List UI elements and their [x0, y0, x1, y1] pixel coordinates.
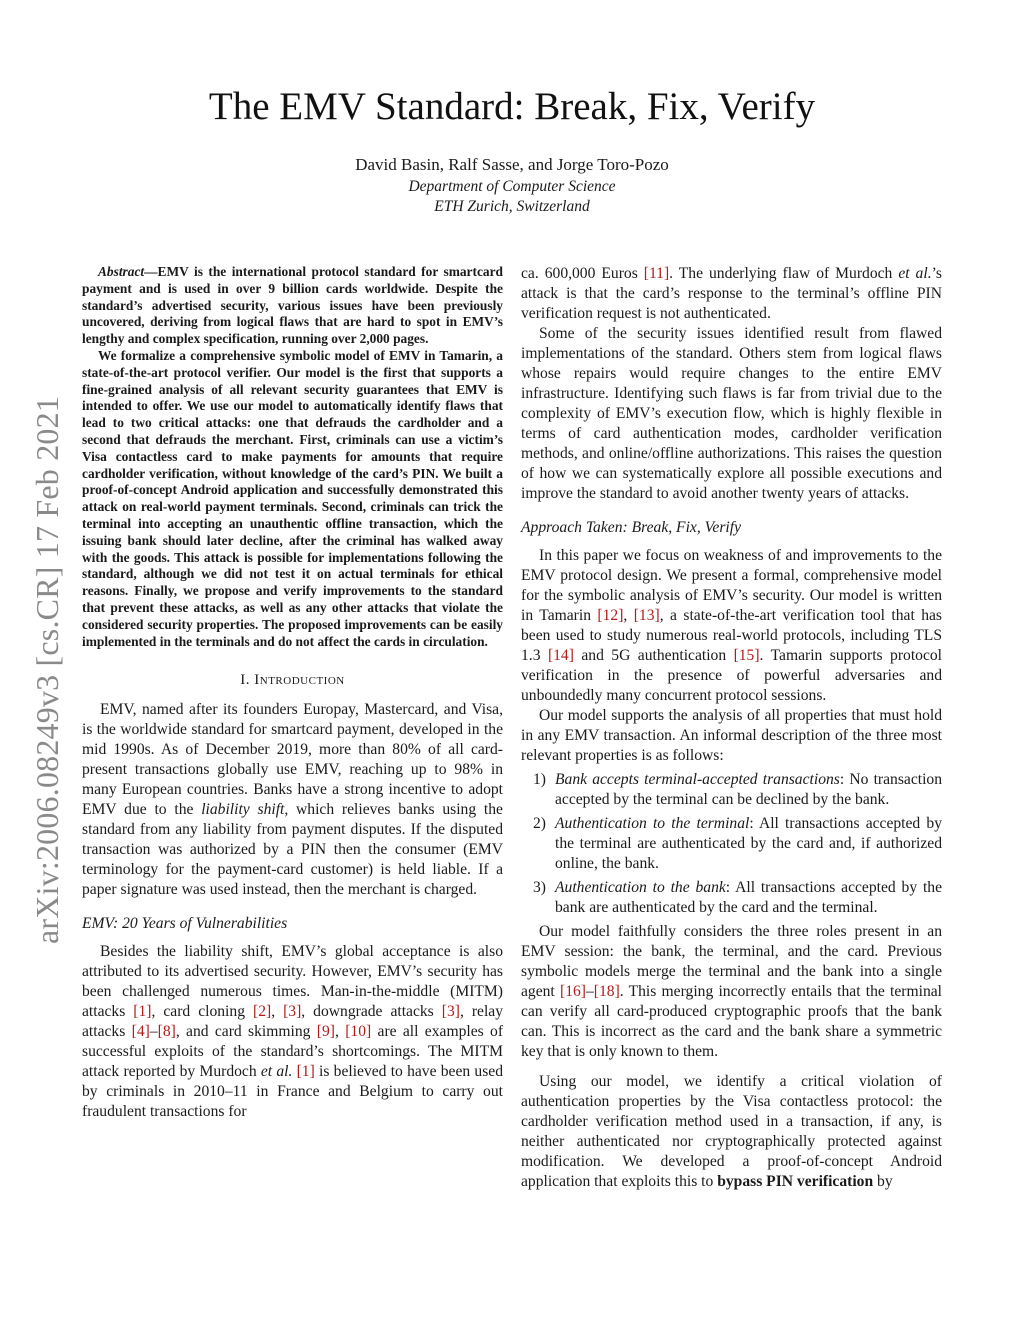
- abstract: [82, 264, 503, 650]
- citation-link[interactable]: [16]: [560, 983, 586, 1000]
- properties-intro-paragraph: Our model supports the analysis of all properties that must hold in any EMV transaction. An informal description of the three most relevant properties is as follows:: [521, 707, 942, 764]
- paper-title: The EMV Standard: Break, Fix, Verify: [208, 85, 816, 128]
- liability-shift-term: liability shift: [201, 801, 285, 819]
- intro-text-b: , which relieves banks using the standard from any liability from payment disputes. If the disputed transaction was authorized by a PIN then the consumer (EMV terminology for the payment-card customer) is held liable. If a paper signature was used instead, then the merchant is charged.: [82, 801, 503, 899]
- right-column: [521, 264, 942, 1192]
- approach-paragraph: [521, 546, 942, 706]
- property-description: : All transactions accepted by the terminal are authenticated by the card and, if authorized online, the bank.: [555, 815, 942, 872]
- property-name: Authentication to the terminal: [555, 815, 750, 832]
- citation-link[interactable]: [1]: [296, 1063, 315, 1081]
- model-roles-paragraph: [521, 922, 942, 1062]
- citation-link[interactable]: [14]: [547, 647, 574, 664]
- roles-text: –: [585, 983, 594, 1000]
- section-heading-introduction: I. Introduction: [240, 672, 345, 689]
- cont-text: . The underlying flaw of Murdoch: [669, 265, 899, 282]
- list-item-number: 1): [533, 771, 546, 788]
- vuln-text: , and card skimming: [175, 1023, 317, 1041]
- citation-link[interactable]: [12]: [597, 607, 624, 624]
- property-name: Bank accepts terminal-accepted transactions: [555, 771, 840, 788]
- citation-link[interactable]: [1]: [133, 1003, 152, 1021]
- approach-text: , a state-of-the-art verification tool that has been used to study numerous real-world protocols, including TLS 1.3: [521, 607, 943, 664]
- subsection-heading-vulnerabilities: EMV: 20 Years of Vulnerabilities: [82, 915, 288, 933]
- et-al-term: et al.: [898, 265, 932, 282]
- citation-link[interactable]: [15]: [733, 647, 760, 664]
- property-name: Authentication to the bank: [555, 879, 726, 896]
- citation-link[interactable]: [18]: [593, 983, 620, 1000]
- vuln-text: ,: [334, 1023, 346, 1041]
- roles-text: Our model faithfully considers the three roles present in an EMV session: the bank, the terminal, and the card. Previous symbolic models merge the terminal and the bank into a single agent: [521, 923, 942, 1000]
- abstract-paragraph-1: [82, 264, 503, 348]
- citation-link[interactable]: [3]: [441, 1003, 460, 1021]
- visa-attack-paragraph: [521, 1072, 942, 1192]
- intro-text-a: EMV, named after its founders Europay, Mastercard, and Visa, is the worldwide standard for smartcard payment, developed in the mid 1990s. As of December 2019, more than 80% of all card-present transactions globally use EMV, reaching up to 98% in many European countries. Banks have a strong incentive to adopt EMV due to the: [82, 701, 503, 819]
- property-description: : All transactions accepted by the bank are authenticated by the card and the terminal.: [555, 879, 942, 916]
- citation-link[interactable]: [10]: [345, 1023, 372, 1041]
- approach-text: and 5G authentication: [573, 647, 734, 664]
- abstract-text-1: —EMV is the international protocol standard for smartcard payment and is used in over 9 billion cards worldwide. Despite the standard’s advertised security, various issues have been previously uncovered, deriving from logical flaws that are hard to spot in EMV’s lengthy and complex specification, running over 2,000 pages.: [82, 264, 503, 347]
- intro-paragraph: [82, 700, 503, 900]
- citation-link[interactable]: [11]: [643, 265, 670, 282]
- attack-text: Using our model, we identify a critical violation of authentication properties by the Visa contactless protocol: the cardholder verification method used in a transaction, if any, is neither authenticated nor cryptographically protected against modification. We developed a proof-of-concept Android application that exploits this to: [521, 1073, 942, 1190]
- list-item-number: 3): [533, 879, 546, 896]
- vuln-text: Besides the liability shift, EMV’s global acceptance is also attributed to its advertised security. However, EMV’s security has been challenged numerous times. Man-in-the-middle (MITM) attacks: [82, 943, 503, 1021]
- properties-list: [521, 770, 942, 918]
- citation-link[interactable]: [4]: [131, 1023, 150, 1041]
- arxiv-identifier: arXiv:2006.08249v3 [cs.CR] 17 Feb 2021: [29, 395, 65, 944]
- abstract-label: Abstract: [98, 264, 145, 279]
- vuln-text: , relay attacks: [82, 1003, 504, 1041]
- cont-text: ’s attack is that the card’s response to the terminal’s offline PIN verification request is not authenticated.: [521, 265, 942, 322]
- vulnerabilities-paragraph: [82, 942, 503, 1122]
- paper-authors: David Basin, Ralf Sasse, and Jorge Toro-Pozo: [355, 155, 669, 174]
- vuln-text: , card cloning: [151, 1003, 253, 1021]
- cont-text: ca. 600,000 Euros: [521, 265, 644, 282]
- vuln-text: are all examples of successful exploits of the standard’s shortcomings. The MITM attack reported by Murdoch: [82, 1023, 504, 1081]
- vulnerabilities-continuation: [521, 264, 942, 324]
- approach-text: ,: [623, 607, 634, 624]
- vuln-text: –: [149, 1023, 158, 1041]
- citation-link[interactable]: [3]: [283, 1003, 302, 1021]
- attack-text: by: [873, 1173, 893, 1190]
- list-item-number: 2): [533, 815, 546, 832]
- property-description: : No transaction accepted by the terminal can be declined by the bank.: [555, 771, 942, 808]
- vuln-text: ,: [271, 1003, 284, 1021]
- security-issues-paragraph: Some of the security issues identified result from flawed implementations of the standard. Others stem from logical flaws whose repairs would require changes to the entire EMV infrastructure. Identifying such flaws is far from trivial due to the complexity of EMV’s execution flow, which is highly flexible in terms of card authentication modes, cardholder verification methods, and online/offline authorizations. This raises the question of how we can systematically explore all possible executions and improve the standard to avoid another twenty years of attacks.: [521, 325, 942, 502]
- citation-link[interactable]: [9]: [316, 1023, 335, 1041]
- subsection-heading-approach: Approach Taken: Break, Fix, Verify: [521, 519, 741, 536]
- vuln-text: , downgrade attacks: [301, 1003, 442, 1021]
- citation-link[interactable]: [2]: [253, 1003, 272, 1021]
- citation-link[interactable]: [13]: [633, 607, 660, 624]
- roles-text: . This merging incorrectly entails that the terminal can verify all card-produced cryptographic proofs that the bank can. This is incorrect as the card and the bank share a symmetric key that is only known to them.: [521, 983, 942, 1060]
- list-item: [521, 814, 942, 874]
- approach-text: In this paper we focus on weakness of and improvements to the EMV protocol design. We present a formal, comprehensive model for the symbolic analysis of EMV’s security. Our model is written in Tamarin: [521, 547, 942, 624]
- vuln-text: is believed to have been used by criminals in 2010–11 in France and Belgium to carry out fraudulent transactions for: [82, 1063, 503, 1121]
- affiliation-department: Department of Computer Science: [408, 178, 616, 195]
- list-item: [521, 878, 942, 918]
- et-al-term: et al.: [260, 1063, 293, 1081]
- approach-text: . Tamarin supports protocol verification in the presence of powerful adversaries and unboundedly many concurrent protocol sessions.: [521, 647, 943, 704]
- affiliation-institution: ETH Zurich, Switzerland: [434, 198, 590, 215]
- bypass-pin-term: bypass PIN verification: [717, 1173, 874, 1190]
- abstract-paragraph-2: We formalize a comprehensive symbolic model of EMV in Tamarin, a state-of-the-art protocol verifier. Our model is the first that supports a fine-grained analysis of all relevant security guarantees that EMV is intended to offer. We use our model to automatically identify flaws that lead to two critical attacks: one that defrauds the cardholder and a second that defrauds the merchant. First, criminals can use a victim’s Visa contactless card to make payments for amounts that require cardholder verification, without knowledge of the card’s PIN. We built a proof-of-concept Android application and successfully demonstrated this attack on real-world payment terminals. Second, criminals can trick the terminal into accepting an unauthentic offline transaction, which the issuing bank should later decline, after the criminal has walked away with the goods. This attack is possible for implementations following the standard, although we did not test it on actual terminals for ethical reasons. Finally, we propose and verify improvements to the standard that prevent these attacks, as well as any other attacks that violate the considered security properties. The proposed improvements can be easily implemented in the terminals and do not affect the cards in circulation.: [82, 347, 503, 649]
- list-item: [521, 770, 942, 810]
- left-column: [82, 264, 503, 1122]
- citation-link[interactable]: [8]: [157, 1023, 176, 1041]
